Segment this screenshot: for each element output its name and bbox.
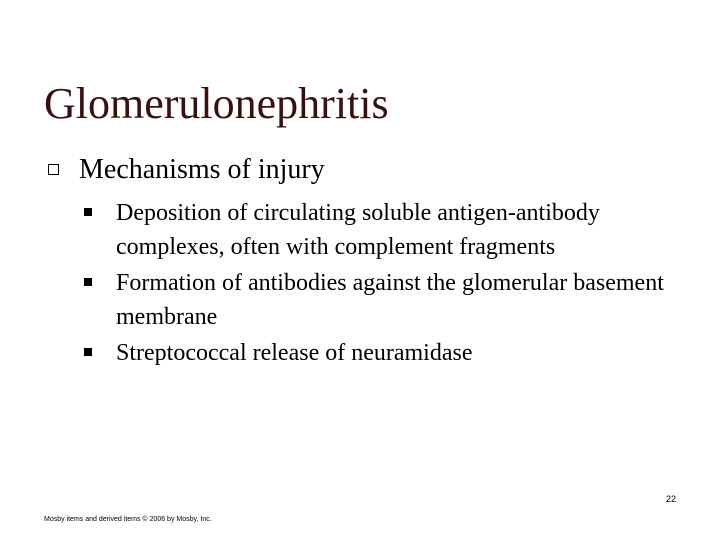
filled-square-icon <box>84 278 92 286</box>
sub-bullet-text: Deposition of circulating soluble antigen-antibody complexes, often with complement fragments <box>116 200 600 260</box>
sub-bullet-item <box>84 336 704 370</box>
hollow-square-icon <box>48 164 59 175</box>
filled-square-icon <box>84 208 92 216</box>
sub-bullet-item <box>84 196 704 264</box>
sub-bullet-text: Formation of antibodies against the glomerular basement membrane <box>116 270 664 330</box>
bullet-level1-text: Mechanisms of injury <box>79 154 325 185</box>
slide-title: Glomerulonephritis <box>44 79 389 128</box>
sub-bullet-item <box>84 266 704 334</box>
sub-bullet-text: Streptococcal release of neuramidase <box>116 340 473 366</box>
bullet-level1 <box>48 152 325 188</box>
sub-bullet-list <box>84 196 704 372</box>
page-number: 22 <box>665 494 676 504</box>
filled-square-icon <box>84 348 92 356</box>
copyright-footer: Mosby items and derived items © 2006 by Mosby, Inc. <box>44 516 212 523</box>
